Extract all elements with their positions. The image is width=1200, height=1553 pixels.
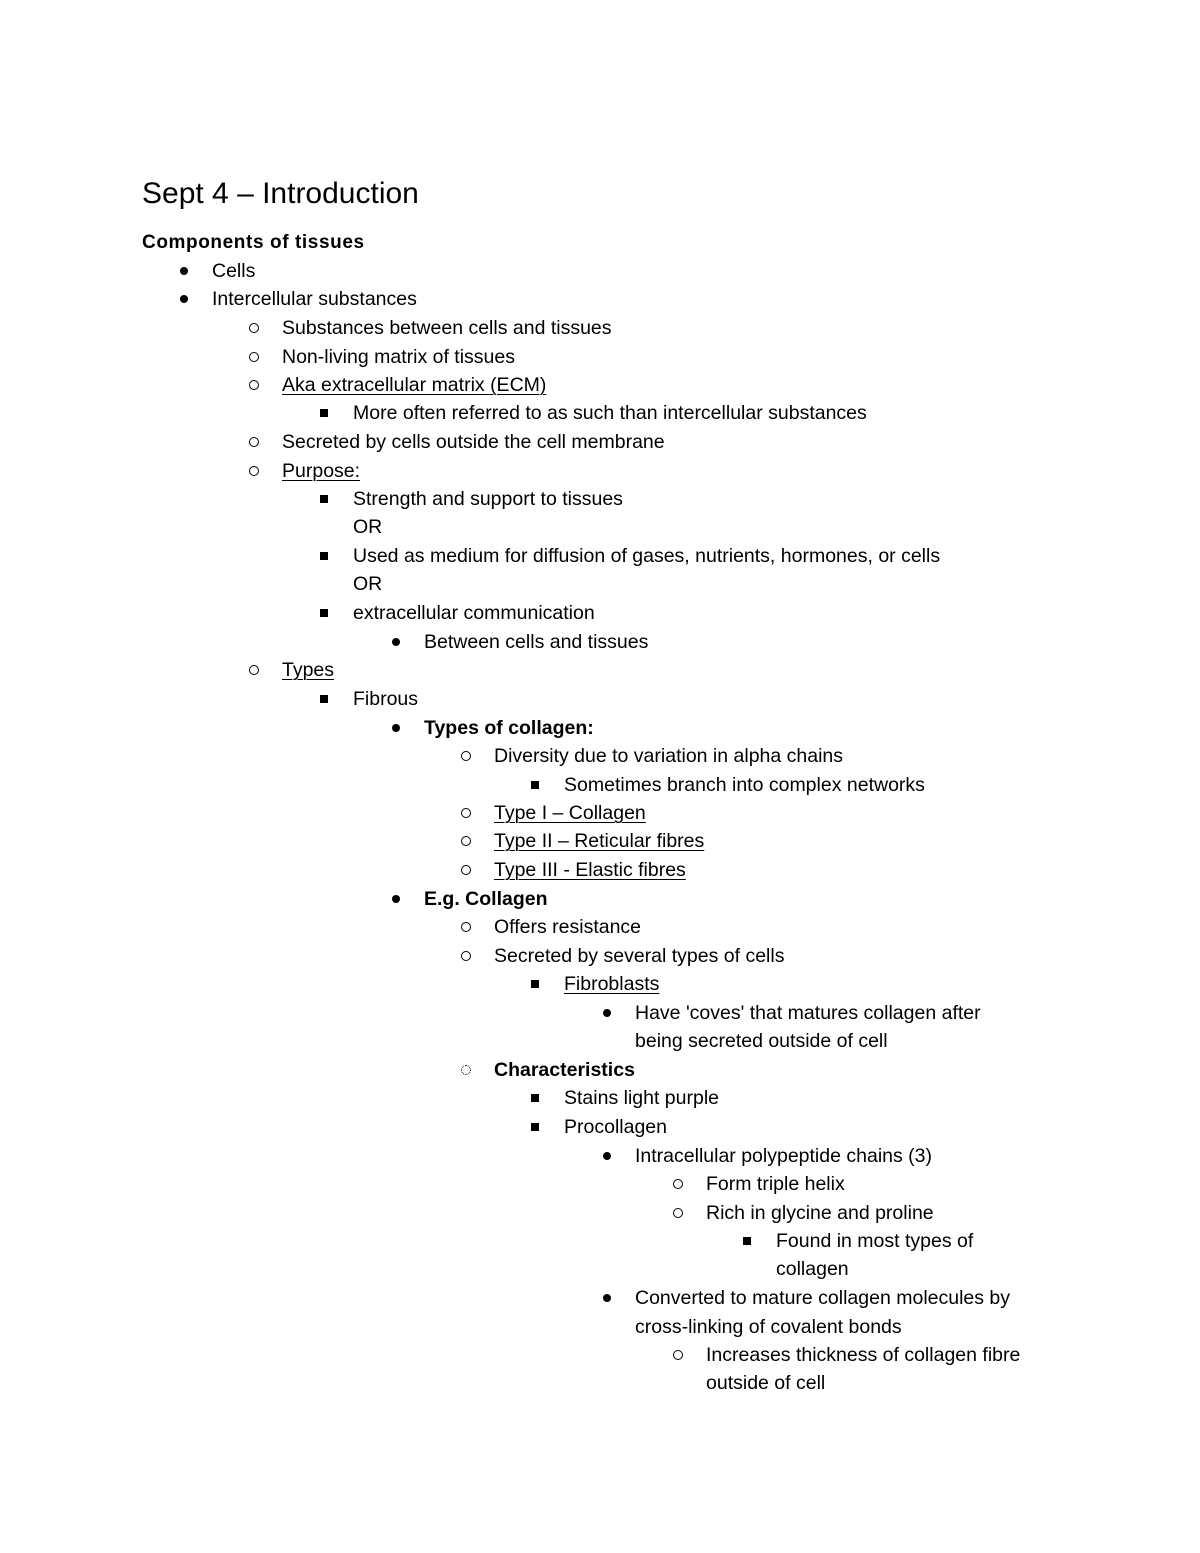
- list-item-continuation: cross-linking of covalent bonds: [635, 1316, 902, 1338]
- list-item: Intercellular substances: [212, 285, 417, 313]
- list-item: Increases thickness of collagen fibre: [706, 1341, 1020, 1369]
- bullet-circle-icon: [673, 1208, 683, 1218]
- list-item: Secreted by several types of cells: [494, 942, 784, 970]
- bullet-circle-icon: [461, 751, 471, 761]
- list-item: extracellular communication: [353, 599, 595, 627]
- bullet-square-icon: [320, 695, 328, 703]
- list-item: Strength and support to tissues: [353, 485, 623, 513]
- bullet-square-icon: [531, 980, 539, 988]
- list-item: E.g. Collagen: [424, 885, 548, 913]
- list-item: Used as medium for diffusion of gases, nutrients, hormones, or cells: [353, 542, 940, 570]
- bullet-disc-icon: [603, 1009, 611, 1017]
- list-item: Fibrous: [353, 685, 418, 713]
- bullet-circle-icon: [461, 836, 471, 846]
- bullet-square-icon: [320, 495, 328, 503]
- bullet-circle-icon: [461, 865, 471, 875]
- bullet-circle-icon: [249, 323, 259, 333]
- list-item: Intracellular polypeptide chains (3): [635, 1142, 932, 1170]
- bullet-square-icon: [531, 1123, 539, 1131]
- list-item-continuation: collagen: [776, 1258, 849, 1280]
- list-item: Type III - Elastic fibres: [494, 856, 686, 884]
- bullet-disc-icon: [392, 724, 400, 732]
- list-item: Rich in glycine and proline: [706, 1199, 934, 1227]
- bullet-circle-icon: [673, 1350, 683, 1360]
- bullet-circle-icon: [249, 352, 259, 362]
- bullet-square-icon: [320, 552, 328, 560]
- list-item: Sometimes branch into complex networks: [564, 771, 925, 799]
- list-item-continuation: OR: [353, 516, 383, 538]
- bullet-disc-icon: [180, 267, 188, 275]
- list-item: Cells: [212, 257, 255, 285]
- bullet-circle-icon: [461, 808, 471, 818]
- bullet-circle-icon: [461, 951, 471, 961]
- list-item: Type II – Reticular fibres: [494, 827, 704, 855]
- list-item: Found in most types of: [776, 1227, 973, 1255]
- bullet-square-icon: [531, 781, 539, 789]
- list-item: Form triple helix: [706, 1170, 845, 1198]
- bullet-circle-icon: [249, 380, 259, 390]
- bullet-disc-icon: [392, 895, 400, 903]
- list-item: Characteristics: [494, 1056, 635, 1084]
- page-title: Sept 4 – Introduction: [142, 177, 419, 210]
- list-item: Converted to mature collagen molecules by: [635, 1284, 1010, 1312]
- list-item: Types of collagen:: [424, 714, 594, 742]
- list-item: Have 'coves' that matures collagen after: [635, 999, 981, 1027]
- bullet-circle-icon: [461, 922, 471, 932]
- list-item: More often referred to as such than intercellular substances: [353, 399, 867, 427]
- list-item-continuation: being secreted outside of cell: [635, 1030, 888, 1052]
- list-item: Diversity due to variation in alpha chains: [494, 742, 843, 770]
- bullet-disc-icon: [603, 1152, 611, 1160]
- bullet-disc-icon: [392, 638, 400, 646]
- list-item: Procollagen: [564, 1113, 667, 1141]
- list-item: Type I – Collagen: [494, 799, 646, 827]
- bullet-square-icon: [320, 409, 328, 417]
- bullet-circle-icon: [673, 1179, 683, 1189]
- bullet-square-icon: [743, 1237, 751, 1245]
- section-heading: Components of tissues: [142, 232, 365, 253]
- bullet-dotted-circle-icon: [461, 1065, 471, 1075]
- list-item-continuation: OR: [353, 573, 383, 595]
- bullet-circle-icon: [249, 437, 259, 447]
- bullet-square-icon: [531, 1094, 539, 1102]
- list-item: Types: [282, 656, 334, 684]
- list-item: Secreted by cells outside the cell membrane: [282, 428, 665, 456]
- bullet-square-icon: [320, 609, 328, 617]
- list-item: Between cells and tissues: [424, 628, 648, 656]
- bullet-circle-icon: [249, 466, 259, 476]
- list-item-continuation: outside of cell: [706, 1372, 826, 1394]
- list-item: Offers resistance: [494, 913, 641, 941]
- bullet-disc-icon: [180, 295, 188, 303]
- list-item: Substances between cells and tissues: [282, 314, 612, 342]
- list-item: Stains light purple: [564, 1084, 719, 1112]
- list-item: Fibroblasts: [564, 970, 659, 998]
- bullet-circle-icon: [249, 665, 259, 675]
- list-item: Purpose:: [282, 457, 360, 485]
- list-item: Non-living matrix of tissues: [282, 343, 515, 371]
- list-item: Aka extracellular matrix (ECM): [282, 371, 546, 399]
- bullet-disc-icon: [603, 1294, 611, 1302]
